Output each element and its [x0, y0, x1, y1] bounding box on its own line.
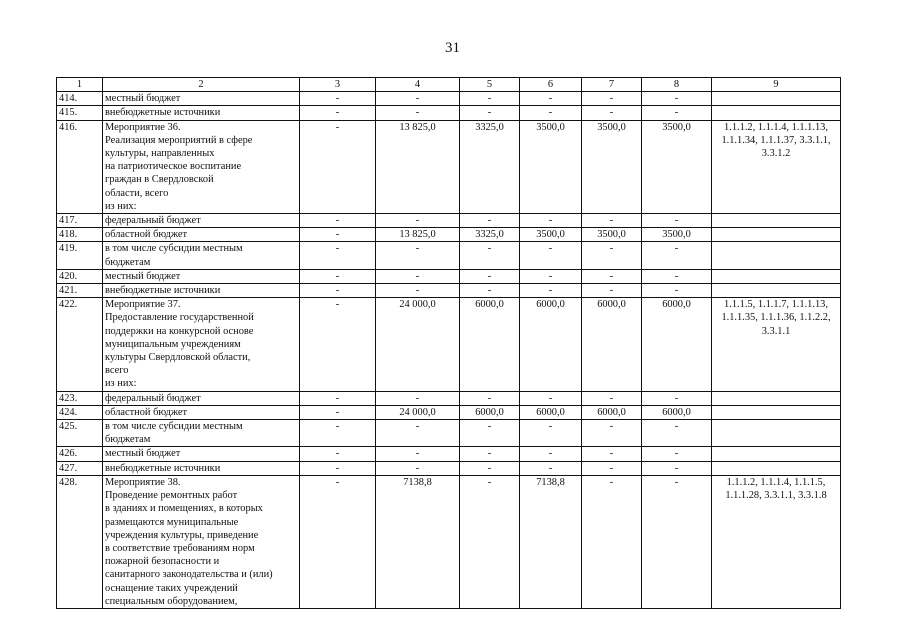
- col5-cell: -: [460, 242, 520, 269]
- col3-cell: -: [300, 405, 376, 419]
- col8-cell: -: [642, 242, 712, 269]
- col4-cell: -: [376, 461, 460, 475]
- col7-cell: -: [582, 242, 642, 269]
- header-cell: 4: [376, 78, 460, 92]
- col3-cell: -: [300, 92, 376, 106]
- col8-cell: -: [642, 106, 712, 120]
- row-number-cell: 425.: [57, 420, 103, 447]
- table-row: [57, 447, 841, 461]
- col7-cell: -: [582, 447, 642, 461]
- col6-cell: -: [520, 447, 582, 461]
- row-name-cell: федеральный бюджет: [103, 214, 300, 228]
- col5-cell: -: [460, 92, 520, 106]
- col3-cell: -: [300, 461, 376, 475]
- col8-cell: -: [642, 284, 712, 298]
- targets-cell: [712, 242, 841, 269]
- col3-cell: -: [300, 447, 376, 461]
- table-row: [57, 391, 841, 405]
- col6-cell: -: [520, 420, 582, 447]
- col5-cell: -: [460, 461, 520, 475]
- col7-cell: 6000,0: [582, 405, 642, 419]
- col5-cell: 3325,0: [460, 228, 520, 242]
- row-name-cell: внебюджетные источники: [103, 106, 300, 120]
- targets-cell: 1.1.1.2, 1.1.1.4, 1.1.1.5, 1.1.1.28, 3.3.1.1, 3.3.1.8: [712, 475, 841, 608]
- col6-cell: -: [520, 106, 582, 120]
- col5-cell: -: [460, 447, 520, 461]
- col4-cell: -: [376, 284, 460, 298]
- col8-cell: -: [642, 214, 712, 228]
- col8-cell: -: [642, 391, 712, 405]
- col3-cell: -: [300, 391, 376, 405]
- row-number-cell: 417.: [57, 214, 103, 228]
- row-number-cell: 428.: [57, 475, 103, 608]
- col4-cell: 24 000,0: [376, 405, 460, 419]
- row-name-cell: в том числе субсидии местным бюджетам: [103, 420, 300, 447]
- col5-cell: -: [460, 214, 520, 228]
- col3-cell: -: [300, 242, 376, 269]
- targets-cell: 1.1.1.2, 1.1.1.4, 1.1.1.13, 1.1.1.34, 1.1.1.37, 3.3.1.1, 3.3.1.2: [712, 120, 841, 213]
- row-name-cell: федеральный бюджет: [103, 391, 300, 405]
- col6-cell: 7138,8: [520, 475, 582, 608]
- row-number-cell: 415.: [57, 106, 103, 120]
- row-number-cell: 416.: [57, 120, 103, 213]
- col7-cell: -: [582, 214, 642, 228]
- row-name-cell: местный бюджет: [103, 447, 300, 461]
- col8-cell: -: [642, 92, 712, 106]
- targets-cell: [712, 447, 841, 461]
- table-row: [57, 214, 841, 228]
- col4-cell: 13 825,0: [376, 120, 460, 213]
- row-number-cell: 420.: [57, 269, 103, 283]
- col7-cell: -: [582, 420, 642, 447]
- row-name-cell: внебюджетные источники: [103, 284, 300, 298]
- col3-cell: -: [300, 106, 376, 120]
- col5-cell: -: [460, 269, 520, 283]
- targets-cell: [712, 284, 841, 298]
- row-number-cell: 426.: [57, 447, 103, 461]
- targets-cell: 1.1.1.5, 1.1.1.7, 1.1.1.13, 1.1.1.35, 1.1.1.36, 1.1.2.2, 3.3.1.1: [712, 298, 841, 391]
- header-cell: 5: [460, 78, 520, 92]
- col8-cell: -: [642, 461, 712, 475]
- page-number: 31: [445, 40, 460, 56]
- row-number-cell: 424.: [57, 405, 103, 419]
- col8-cell: -: [642, 447, 712, 461]
- row-name-cell: Мероприятие 36. Реализация мероприятий в сфере культуры, направленных на патриотическое воспитание граждан в Свердловской области, всего из них:: [103, 120, 300, 213]
- col4-cell: -: [376, 269, 460, 283]
- row-name-cell: Мероприятие 38. Проведение ремонтных работ в зданиях и помещениях, в которых размещаются муниципальные учреждения культуры, приведение в соответствие требованиям норм пожарной безопасности и санитарного законодательства и (или) оснащение таких учреждений специальным оборудованием,: [103, 475, 300, 608]
- col5-cell: 3325,0: [460, 120, 520, 213]
- table-row: [57, 284, 841, 298]
- row-number-cell: 422.: [57, 298, 103, 391]
- col8-cell: -: [642, 269, 712, 283]
- col7-cell: 3500,0: [582, 120, 642, 213]
- col7-cell: -: [582, 269, 642, 283]
- header-cell: 3: [300, 78, 376, 92]
- table-row: [57, 106, 841, 120]
- col6-cell: 6000,0: [520, 405, 582, 419]
- col4-cell: -: [376, 92, 460, 106]
- targets-cell: [712, 228, 841, 242]
- col8-cell: 6000,0: [642, 405, 712, 419]
- col4-cell: -: [376, 447, 460, 461]
- col7-cell: -: [582, 106, 642, 120]
- col6-cell: -: [520, 214, 582, 228]
- row-name-cell: местный бюджет: [103, 269, 300, 283]
- col6-cell: -: [520, 284, 582, 298]
- row-number-cell: 418.: [57, 228, 103, 242]
- col5-cell: -: [460, 284, 520, 298]
- col5-cell: -: [460, 106, 520, 120]
- row-number-cell: 414.: [57, 92, 103, 106]
- col7-cell: 3500,0: [582, 228, 642, 242]
- row-name-cell: областной бюджет: [103, 405, 300, 419]
- col7-cell: -: [582, 461, 642, 475]
- col8-cell: -: [642, 420, 712, 447]
- col3-cell: -: [300, 298, 376, 391]
- targets-cell: [712, 92, 841, 106]
- col6-cell: 3500,0: [520, 228, 582, 242]
- row-number-cell: 421.: [57, 284, 103, 298]
- targets-cell: [712, 269, 841, 283]
- col6-cell: -: [520, 461, 582, 475]
- col7-cell: -: [582, 391, 642, 405]
- col3-cell: -: [300, 120, 376, 213]
- col4-cell: -: [376, 106, 460, 120]
- targets-cell: [712, 214, 841, 228]
- table-row: [57, 405, 841, 419]
- table-row: [57, 461, 841, 475]
- targets-cell: [712, 420, 841, 447]
- col4-cell: -: [376, 214, 460, 228]
- col4-cell: 7138,8: [376, 475, 460, 608]
- table-row: [57, 269, 841, 283]
- col5-cell: -: [460, 475, 520, 608]
- header-cell: 1: [57, 78, 103, 92]
- col8-cell: 6000,0: [642, 298, 712, 391]
- targets-cell: [712, 405, 841, 419]
- row-number-cell: 419.: [57, 242, 103, 269]
- col7-cell: -: [582, 284, 642, 298]
- table-row: [57, 475, 841, 608]
- col4-cell: -: [376, 420, 460, 447]
- targets-cell: [712, 461, 841, 475]
- targets-cell: [712, 391, 841, 405]
- col8-cell: 3500,0: [642, 228, 712, 242]
- row-name-cell: областной бюджет: [103, 228, 300, 242]
- col4-cell: -: [376, 391, 460, 405]
- row-name-cell: внебюджетные источники: [103, 461, 300, 475]
- row-name-cell: местный бюджет: [103, 92, 300, 106]
- table-row: [57, 92, 841, 106]
- row-name-cell: Мероприятие 37. Предоставление государственной поддержки на конкурсной основе муниципальным учреждениям культуры Свердловской области, всего из них:: [103, 298, 300, 391]
- col8-cell: 3500,0: [642, 120, 712, 213]
- header-cell: 2: [103, 78, 300, 92]
- col7-cell: 6000,0: [582, 298, 642, 391]
- col6-cell: -: [520, 391, 582, 405]
- table-header-row: [57, 78, 841, 92]
- col5-cell: -: [460, 391, 520, 405]
- col6-cell: -: [520, 92, 582, 106]
- col8-cell: -: [642, 475, 712, 608]
- col3-cell: -: [300, 228, 376, 242]
- budget-table: [56, 77, 841, 609]
- col3-cell: -: [300, 269, 376, 283]
- header-cell: 8: [642, 78, 712, 92]
- col4-cell: -: [376, 242, 460, 269]
- col6-cell: 6000,0: [520, 298, 582, 391]
- col6-cell: -: [520, 242, 582, 269]
- col3-cell: -: [300, 284, 376, 298]
- targets-cell: [712, 106, 841, 120]
- col5-cell: 6000,0: [460, 405, 520, 419]
- col4-cell: 24 000,0: [376, 298, 460, 391]
- header-cell: 9: [712, 78, 841, 92]
- table-row: [57, 120, 841, 213]
- col5-cell: 6000,0: [460, 298, 520, 391]
- table-row: [57, 228, 841, 242]
- col4-cell: 13 825,0: [376, 228, 460, 242]
- table-row: [57, 242, 841, 269]
- col7-cell: -: [582, 92, 642, 106]
- row-number-cell: 423.: [57, 391, 103, 405]
- table-row: [57, 420, 841, 447]
- row-number-cell: 427.: [57, 461, 103, 475]
- header-cell: 6: [520, 78, 582, 92]
- table-row: [57, 298, 841, 391]
- col6-cell: -: [520, 269, 582, 283]
- col6-cell: 3500,0: [520, 120, 582, 213]
- header-cell: 7: [582, 78, 642, 92]
- col3-cell: -: [300, 420, 376, 447]
- col5-cell: -: [460, 420, 520, 447]
- col7-cell: -: [582, 475, 642, 608]
- row-name-cell: в том числе субсидии местным бюджетам: [103, 242, 300, 269]
- col3-cell: -: [300, 475, 376, 608]
- col3-cell: -: [300, 214, 376, 228]
